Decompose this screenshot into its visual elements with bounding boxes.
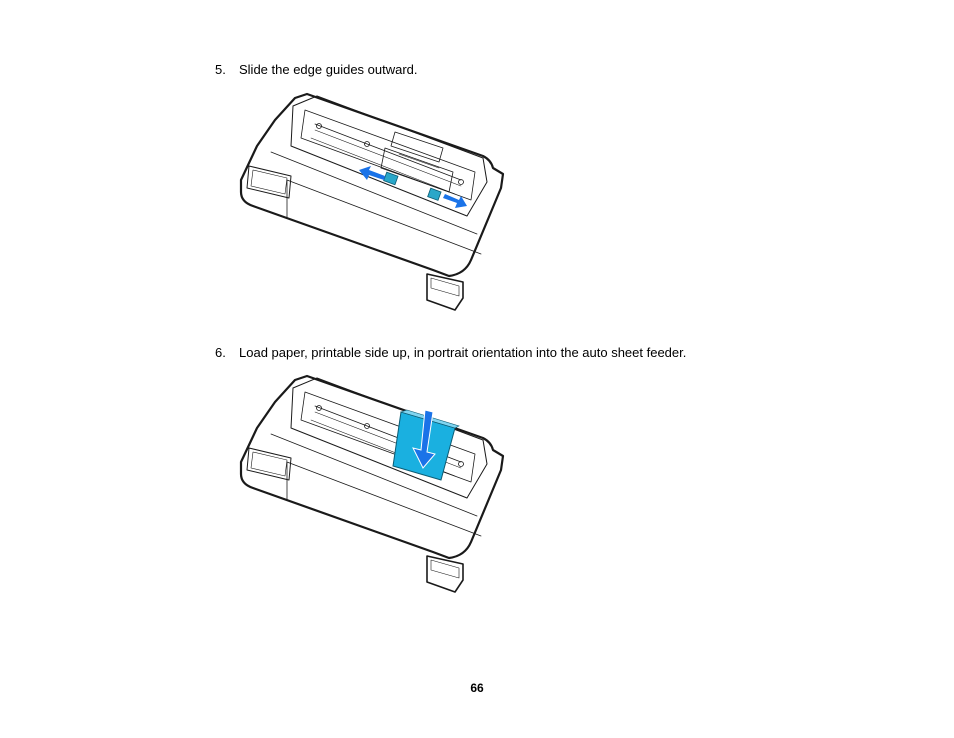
printer-body	[241, 94, 503, 276]
printer-illustration-edge-guides	[235, 88, 510, 313]
printer-illustration-load-paper	[235, 370, 510, 595]
step-6	[215, 345, 686, 361]
step-5	[215, 62, 418, 78]
printer-body	[241, 376, 503, 558]
step-5-text: Slide the edge guides outward.	[239, 62, 418, 77]
step-6-text: Load paper, printable side up, in portrait orientation into the auto sheet feeder.	[239, 345, 687, 360]
step-5-number: 5.	[215, 62, 226, 77]
page-number: 66	[470, 681, 484, 695]
step-6-number: 6.	[215, 345, 226, 360]
